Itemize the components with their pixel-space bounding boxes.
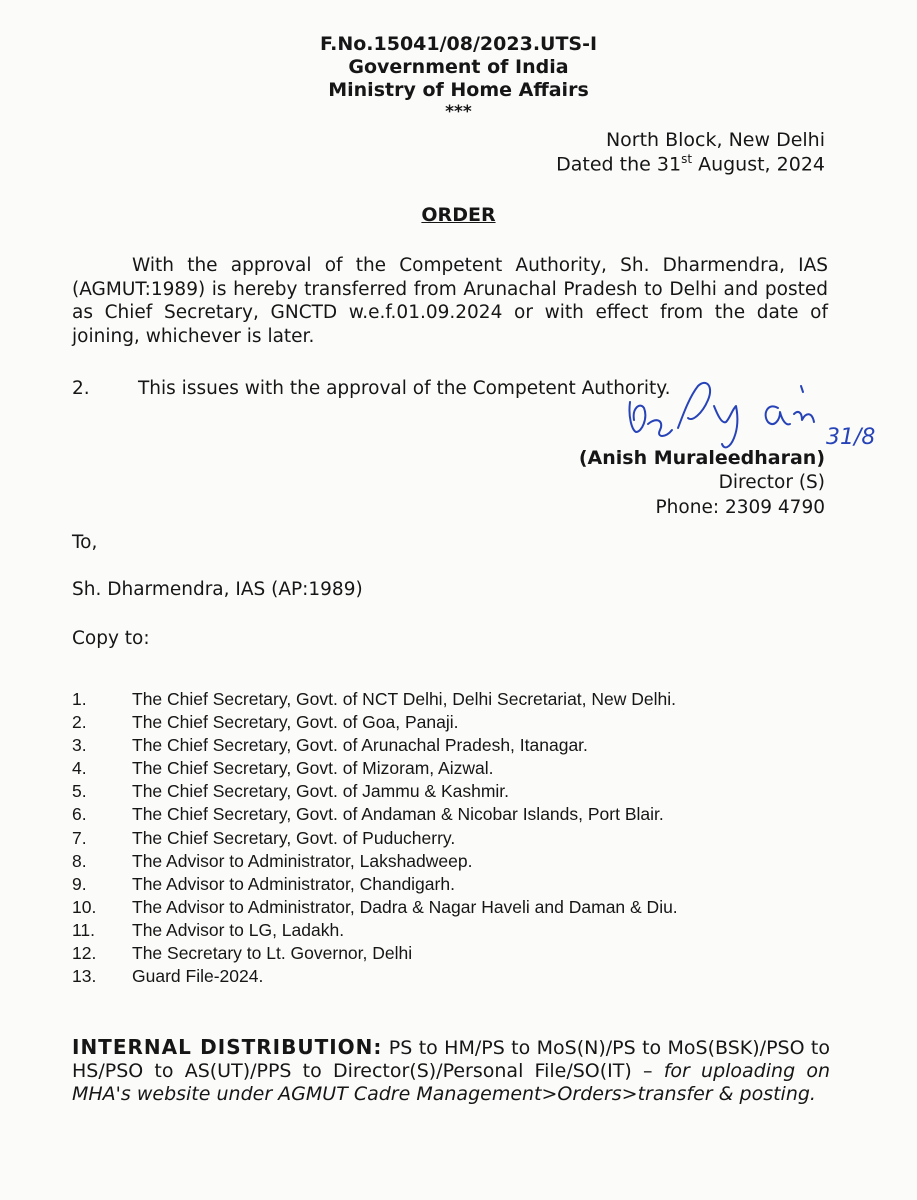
internal-distribution-text: PS to HM/PS to MoS(N)/PS to MoS(BSK)/PSO to HS/PSO to AS(UT)/PPS to Director(S)/Personal File/SO(IT) – [72, 1037, 831, 1082]
list-item-text: The Chief Secretary, Govt. of Puducherry. [132, 827, 456, 848]
internal-distribution [72, 1036, 830, 1106]
list-item-text: The Chief Secretary, Govt. of Arunachal Pradesh, Itanagar. [132, 735, 588, 756]
government-heading: Government of India [348, 56, 569, 78]
list-item-number: 4. [72, 758, 87, 779]
internal-distribution-label: INTERNAL DISTRIBUTION: [72, 1035, 383, 1059]
date-rest: August, 2024 [692, 153, 825, 176]
list-item-text: The Advisor to LG, Ladakh. [132, 919, 345, 940]
list-item-number: 3. [72, 735, 87, 756]
date-prefix: Dated the 31 [556, 153, 682, 176]
order-title: ORDER [421, 204, 496, 226]
para2-number: 2. [72, 378, 90, 399]
list-item [72, 850, 678, 873]
list-item [72, 803, 678, 826]
signatory-phone: Phone: 2309 4790 [655, 497, 825, 518]
list-item [72, 688, 678, 711]
list-item-text: The Chief Secretary, Govt. of NCT Delhi, Delhi Secretariat, New Delhi. [132, 689, 676, 709]
para2-text: This issues with the approval of the Competent Authority. [138, 378, 671, 399]
signatory-designation: Director (S) [718, 472, 825, 493]
date [556, 152, 825, 175]
list-item [72, 827, 678, 850]
list-item-number: 10. [72, 896, 97, 917]
list-item [72, 757, 678, 780]
list-item-text: The Advisor to Administrator, Lakshadweep. [132, 850, 473, 871]
list-item [72, 873, 678, 896]
list-item-number: 12. [72, 943, 97, 964]
list-item [72, 942, 678, 965]
list-item [72, 734, 678, 757]
list-item-number: 9. [72, 873, 87, 894]
copy-to-label: Copy to: [72, 628, 150, 649]
list-item-number: 7. [72, 827, 87, 848]
list-item-text: The Chief Secretary, Govt. of Jammu & Kashmir. [132, 781, 510, 802]
list-item-number: 6. [72, 804, 87, 825]
list-item-text: Guard File-2024. [132, 966, 264, 987]
list-item-text: The Chief Secretary, Govt. of Mizoram, Aizwal. [132, 758, 494, 779]
internal-distribution-note: for uploading on MHA's website under AGMUT Cadre Management>Orders>transfer & posting. [72, 1060, 830, 1105]
list-item-number: 13. [72, 966, 97, 987]
list-item-text: The Chief Secretary, Govt. of Goa, Panaji. [132, 712, 459, 733]
copy-to-list [72, 688, 678, 988]
ministry-heading: Ministry of Home Affairs [328, 79, 589, 101]
separator-stars: *** [445, 102, 472, 122]
list-item [72, 711, 678, 734]
list-item-number: 2. [72, 712, 87, 733]
place: North Block, New Delhi [605, 129, 825, 151]
list-item [72, 896, 678, 919]
list-item-number: 8. [72, 850, 87, 871]
signatory-name: (Anish Muraleedharan) [578, 447, 825, 469]
list-item-number: 1. [72, 689, 87, 709]
list-item-text: The Chief Secretary, Govt. of Andaman & Nicobar Islands, Port Blair. [132, 804, 664, 825]
addressee: Sh. Dharmendra, IAS (AP:1989) [72, 579, 363, 600]
file-number: F.No.15041/08/2023.UTS-I [319, 33, 598, 55]
list-item-text: The Advisor to Administrator, Chandigarh. [132, 873, 455, 894]
list-item-text: The Secretary to Lt. Governor, Delhi [132, 943, 413, 964]
date-suffix: st [681, 152, 693, 166]
list-item [72, 965, 678, 988]
to-label: To, [72, 532, 98, 553]
list-item-text: The Advisor to Administrator, Dadra & Nagar Haveli and Daman & Diu. [132, 896, 678, 917]
list-item-number: 5. [72, 781, 87, 802]
list-item [72, 919, 678, 942]
order-paragraph: With the approval of the Competent Authority, Sh. Dharmendra, IAS (AGMUT:1989) is hereby transferred from Arunachal Pradesh to Delhi and posted as Chief Secretary, GNCTD w.e.f.01.09.2024 or with effect from the date of joining, whichever is later. [72, 255, 828, 347]
list-item-number: 11. [72, 919, 96, 940]
signature-date-mark: 31/8 [826, 425, 876, 450]
list-item [72, 780, 678, 803]
